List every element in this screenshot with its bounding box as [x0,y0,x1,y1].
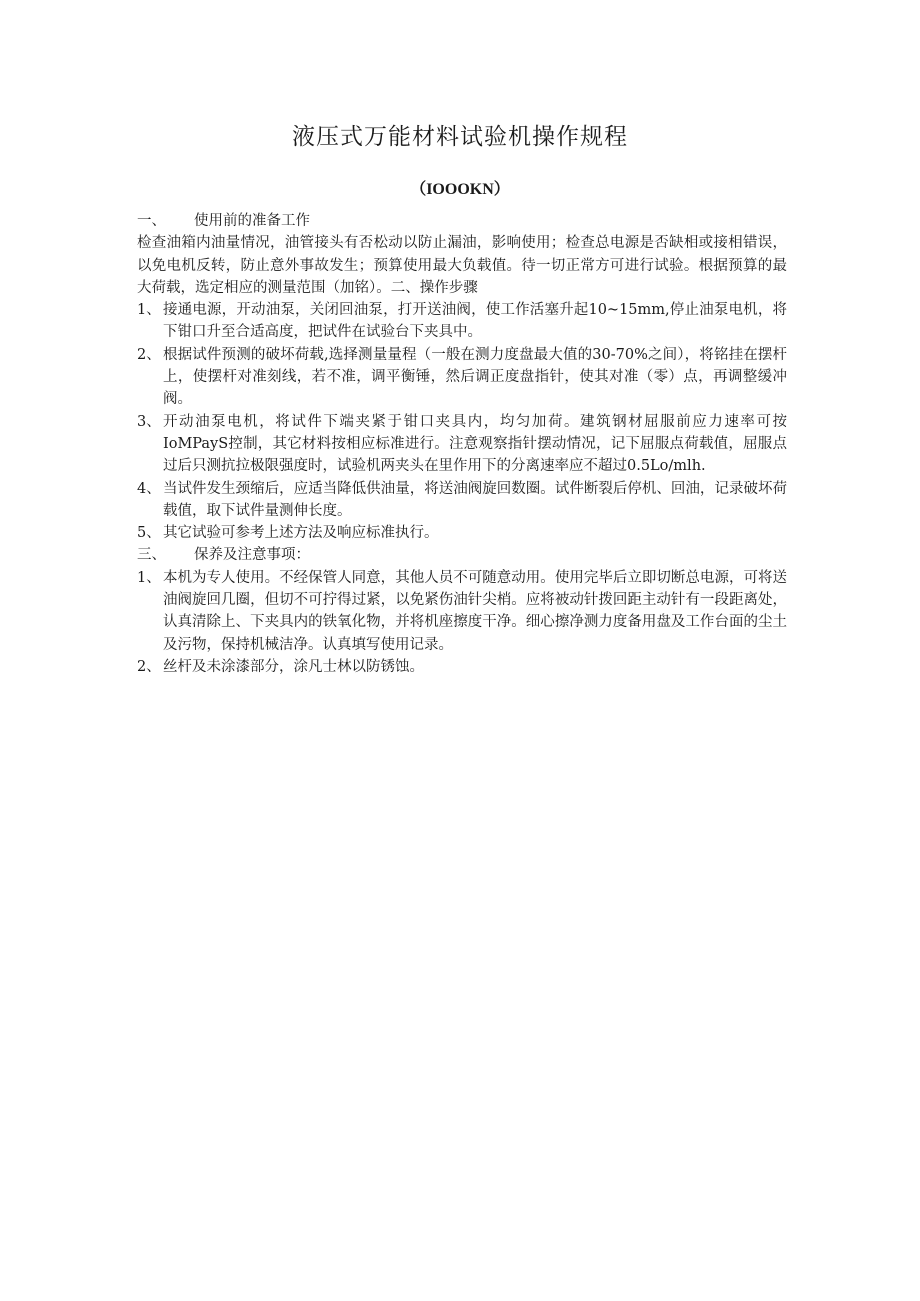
step-item [137,478,787,523]
step-item [137,522,787,544]
step-item [137,299,787,344]
note-item [137,567,787,656]
note-text: 丝杆及未涂漆部分，涂凡士林以防锈蚀。 [163,658,424,675]
section-number: 一、 [137,213,166,229]
section-paragraph: 检查油箱内油量情况，油管接头有否松动以防止漏油，影响使用；检查总电源是否缺相或接相错误，以免电机反转，防止意外事故发生；预算使用最大负载值。待一切正常方可进行试验。根据预算的最大荷载，选定相应的测量范围（加铭）。二、操作步骤 [137,235,787,296]
step-number: 4、 [137,480,161,497]
section-heading-3 [137,544,787,566]
step-text: 接通电源，开动油泵，关闭回油泵，打开送油阀，使工作活塞升起10~15mm,停止油泵电机，将下钳口升至合适高度，把试件在试验台下夹具中。 [163,302,787,341]
document-subtitle: （IOOOKN） [410,181,510,198]
section-title: 使用前的准备工作 [194,213,310,229]
step-text: 其它试验可参考上述方法及响应标准执行。 [163,525,439,542]
document-body [137,210,787,678]
step-item [137,411,787,478]
step-number: 2、 [137,346,161,363]
step-number: 5、 [137,525,161,542]
step-item [137,344,787,411]
document-title: 液压式万能材料试验机操作规程 [292,124,628,150]
section-heading-1 [137,210,787,232]
section-number: 三、 [137,547,166,564]
note-text: 本机为专人使用。不经保管人同意，其他人员不可随意动用。使用完毕后立即切断总电源，可将送油阀旋回几圈，但切不可拧得过紧，以免紧伤油针尖梢。应将被动针拨回距主动针有一段距离处，认真清除上、下夹具内的铁氧化物，并将机座擦度干净。细心擦净测力度备用盘及工作台面的尘土及污物，保持机械洁净。认真填写使用记录。 [163,569,787,653]
section-title: 保养及注意事项： [194,547,310,564]
step-text: 开动油泵电机，将试件下端夹紧于钳口夹具内，均匀加荷。建筑钢材屈服前应力速率可按IoMPayS控制，其它材料按相应标准进行。注意观察指针摆动情况，记下屈服点荷载值，屈服点过后只测抗拉极限强度时，试验机两夹头在里作用下的分离速率应不超过0.5Lo∕mlh. [163,413,787,475]
note-number: 2、 [137,658,161,675]
step-text: 根据试件预测的破坏荷载,选择测量量程（一般在测力度盘最大值的30-70%之间），将铭挂在摆杆上，使摆杆对准刻线，若不准，调平衡锤，然后调正度盘指针，使其对准（零）点，再调整缓冲阀。 [163,346,787,408]
step-number: 3、 [137,413,161,430]
note-number: 1、 [137,569,161,586]
note-item [137,656,787,678]
step-text: 当试件发生颈缩后，应适当降低供油量，将送油阀旋回数圈。试件断裂后停机、回油，记录破坏荷载值，取下试件量测伸长度。 [163,480,787,519]
step-number: 1、 [137,302,161,319]
